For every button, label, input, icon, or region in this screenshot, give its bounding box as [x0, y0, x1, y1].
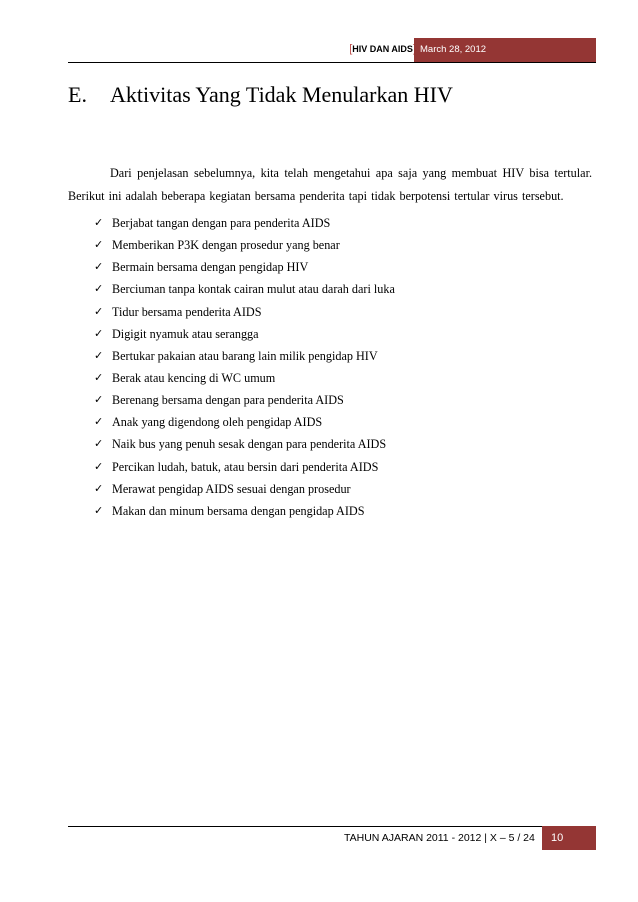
activity-list: [94, 212, 395, 522]
checkmark-icon: ✓: [94, 216, 104, 229]
list-item-text: Naik bus yang penuh sesak dengan para penderita AIDS: [112, 437, 387, 452]
list-item: [94, 411, 395, 433]
list-item: [94, 212, 395, 234]
list-item: [94, 323, 395, 345]
list-item-text: Anak yang digendong oleh pengidap AIDS: [112, 415, 323, 430]
footer-divider: [68, 826, 542, 827]
list-item: [94, 433, 395, 455]
list-item-text: Merawat pengidap AIDS sesuai dengan prosedur: [112, 481, 351, 496]
list-item: [94, 345, 395, 367]
list-item: [94, 367, 395, 389]
list-item-text: Makan dan minum bersama dengan pengidap AIDS: [112, 503, 365, 518]
intro-paragraph: Dari penjelasan sebelumnya, kita telah mengetahui apa saja yang membuat HIV bisa tertular. Berikut ini adalah beberapa kegiatan bersama penderita tapi tidak berpotensi tertular virus tersebut.: [68, 166, 592, 203]
checkmark-icon: ✓: [94, 326, 104, 340]
section-heading: [68, 82, 453, 108]
footer-text: TAHUN AJARAN 2011 - 2012 | X – 5 / 24: [344, 832, 535, 844]
list-item-text: Berciuman tanpa kontak cairan mulut atau darah dari luka: [112, 282, 395, 297]
checkmark-icon: ✓: [94, 304, 104, 318]
checkmark-icon: ✓: [94, 260, 104, 274]
checkmark-icon: ✓: [94, 238, 104, 252]
checkmark-icon: ✓: [94, 393, 104, 407]
list-item: [94, 301, 395, 323]
header-title-text: HIV DAN AIDS: [352, 44, 413, 54]
list-item: [94, 234, 395, 256]
list-item-text: Berjabat tangan dengan para penderita AIDS: [112, 216, 331, 230]
list-item: [94, 500, 395, 522]
checkmark-icon: ✓: [94, 415, 104, 429]
section-letter: E.: [68, 82, 87, 107]
checkmark-icon: ✓: [94, 282, 104, 296]
checkmark-icon: ✓: [94, 370, 104, 384]
list-item-text: Digigit nyamuk atau serangga: [112, 326, 259, 341]
list-item: [94, 256, 395, 278]
list-item-text: Percikan ludah, batuk, atau bersin dari penderita AIDS: [112, 459, 379, 474]
list-item-text: Bermain bersama dengan pengidap HIV: [112, 260, 309, 275]
checkmark-icon: ✓: [94, 437, 104, 451]
list-item: [94, 456, 395, 478]
list-item-text: Tidur bersama penderita AIDS: [112, 304, 262, 319]
page-number: 10: [542, 826, 596, 850]
checkmark-icon: ✓: [94, 481, 104, 495]
header-bracket-open: [: [349, 43, 353, 55]
list-item: [94, 478, 395, 500]
checkmark-icon: ✓: [94, 459, 104, 473]
checkmark-icon: ✓: [94, 503, 104, 517]
list-item-text: Berak atau kencing di WC umum: [112, 370, 276, 385]
list-item: [94, 389, 395, 411]
list-item-text: Memberikan P3K dengan prosedur yang benar: [112, 238, 340, 253]
list-item-text: Berenang bersama dengan para penderita AIDS: [112, 393, 344, 408]
checkmark-icon: ✓: [94, 348, 104, 362]
list-item: [94, 278, 395, 300]
page-header: [0, 38, 638, 62]
header-title: [349, 43, 416, 55]
list-item-text: Bertukar pakaian atau barang lain milik pengidap HIV: [112, 348, 378, 363]
header-divider: [68, 62, 596, 63]
header-date: March 28, 2012: [414, 38, 596, 62]
section-title: Aktivitas Yang Tidak Menularkan HIV: [110, 82, 453, 107]
